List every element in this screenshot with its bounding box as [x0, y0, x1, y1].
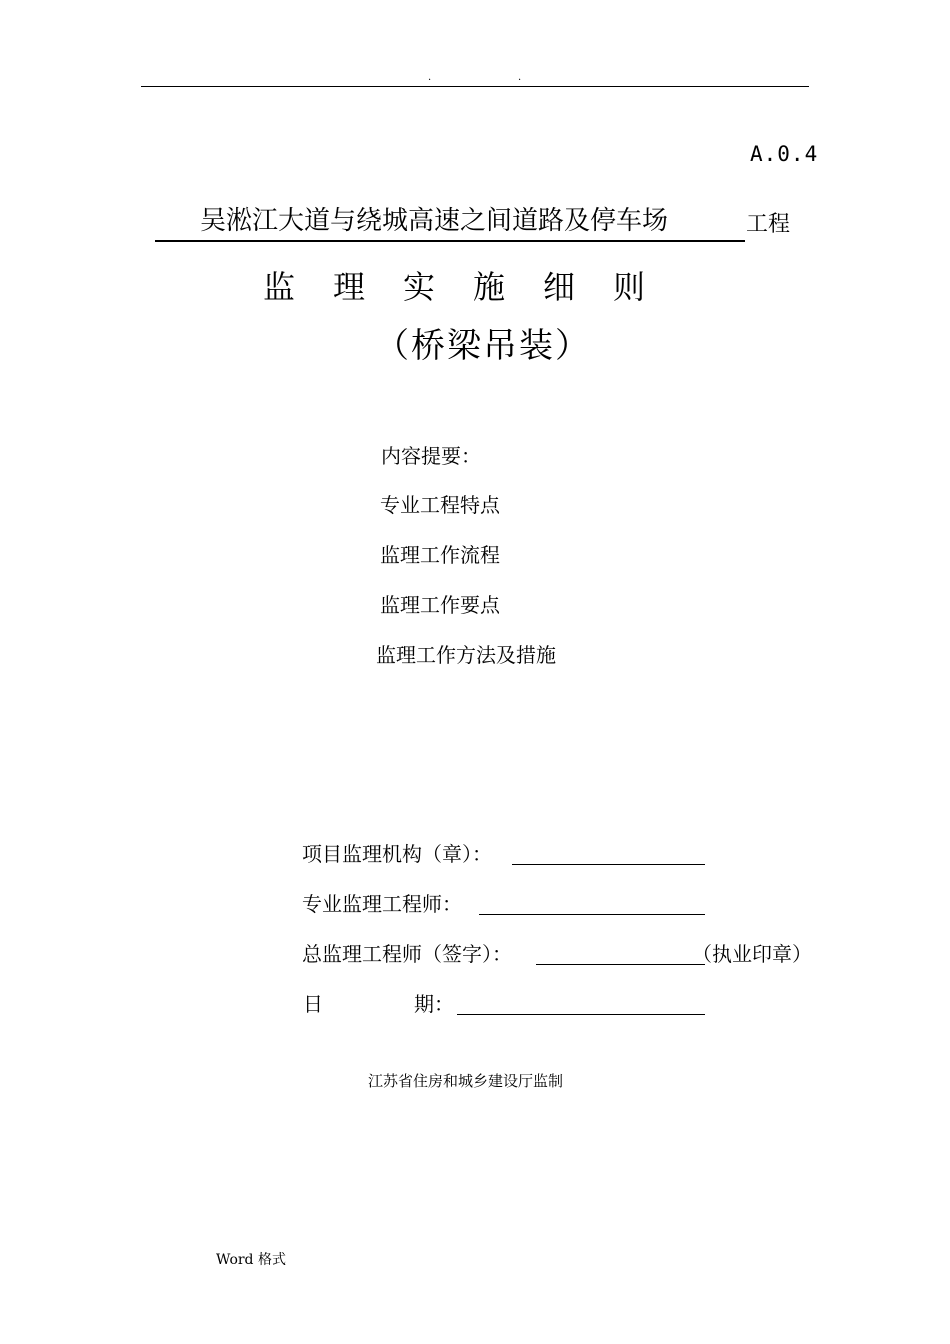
org-seal-line	[512, 864, 705, 865]
date-label: 日	[303, 992, 323, 1016]
project-name: 吴淞江大道与绕城高速之间道路及停车场	[200, 206, 669, 236]
engineer-line	[479, 914, 705, 915]
document-subtitle: （桥梁吊装）	[375, 326, 591, 366]
practice-seal-label: （执业印章）	[692, 942, 812, 966]
header-dot: .	[428, 72, 432, 83]
header-dot: .	[518, 72, 522, 83]
date-label-colon: 期：	[414, 992, 454, 1016]
document-title: 监理实施细则	[263, 268, 684, 306]
contents-item: 监理工作方法及措施	[376, 643, 556, 667]
format-watermark: Word 格式	[216, 1252, 286, 1268]
org-seal-label: 项目监理机构（章）：	[302, 842, 492, 866]
date-line	[457, 1014, 705, 1015]
chief-engineer-label: 总监理工程师（签字）：	[302, 942, 512, 966]
contents-item: 专业工程特点	[380, 493, 500, 517]
project-name-underline	[155, 240, 745, 242]
project-suffix: 工程	[746, 212, 791, 237]
form-code: A.0.4	[750, 142, 819, 166]
chief-engineer-line	[536, 964, 705, 965]
issuer-line: 江苏省住房和城乡建设厅监制	[368, 1072, 564, 1090]
header-rule	[141, 86, 809, 87]
contents-heading: 内容提要：	[381, 444, 481, 468]
contents-item: 监理工作流程	[380, 543, 500, 567]
contents-item: 监理工作要点	[380, 593, 500, 617]
engineer-label: 专业监理工程师：	[302, 892, 462, 916]
